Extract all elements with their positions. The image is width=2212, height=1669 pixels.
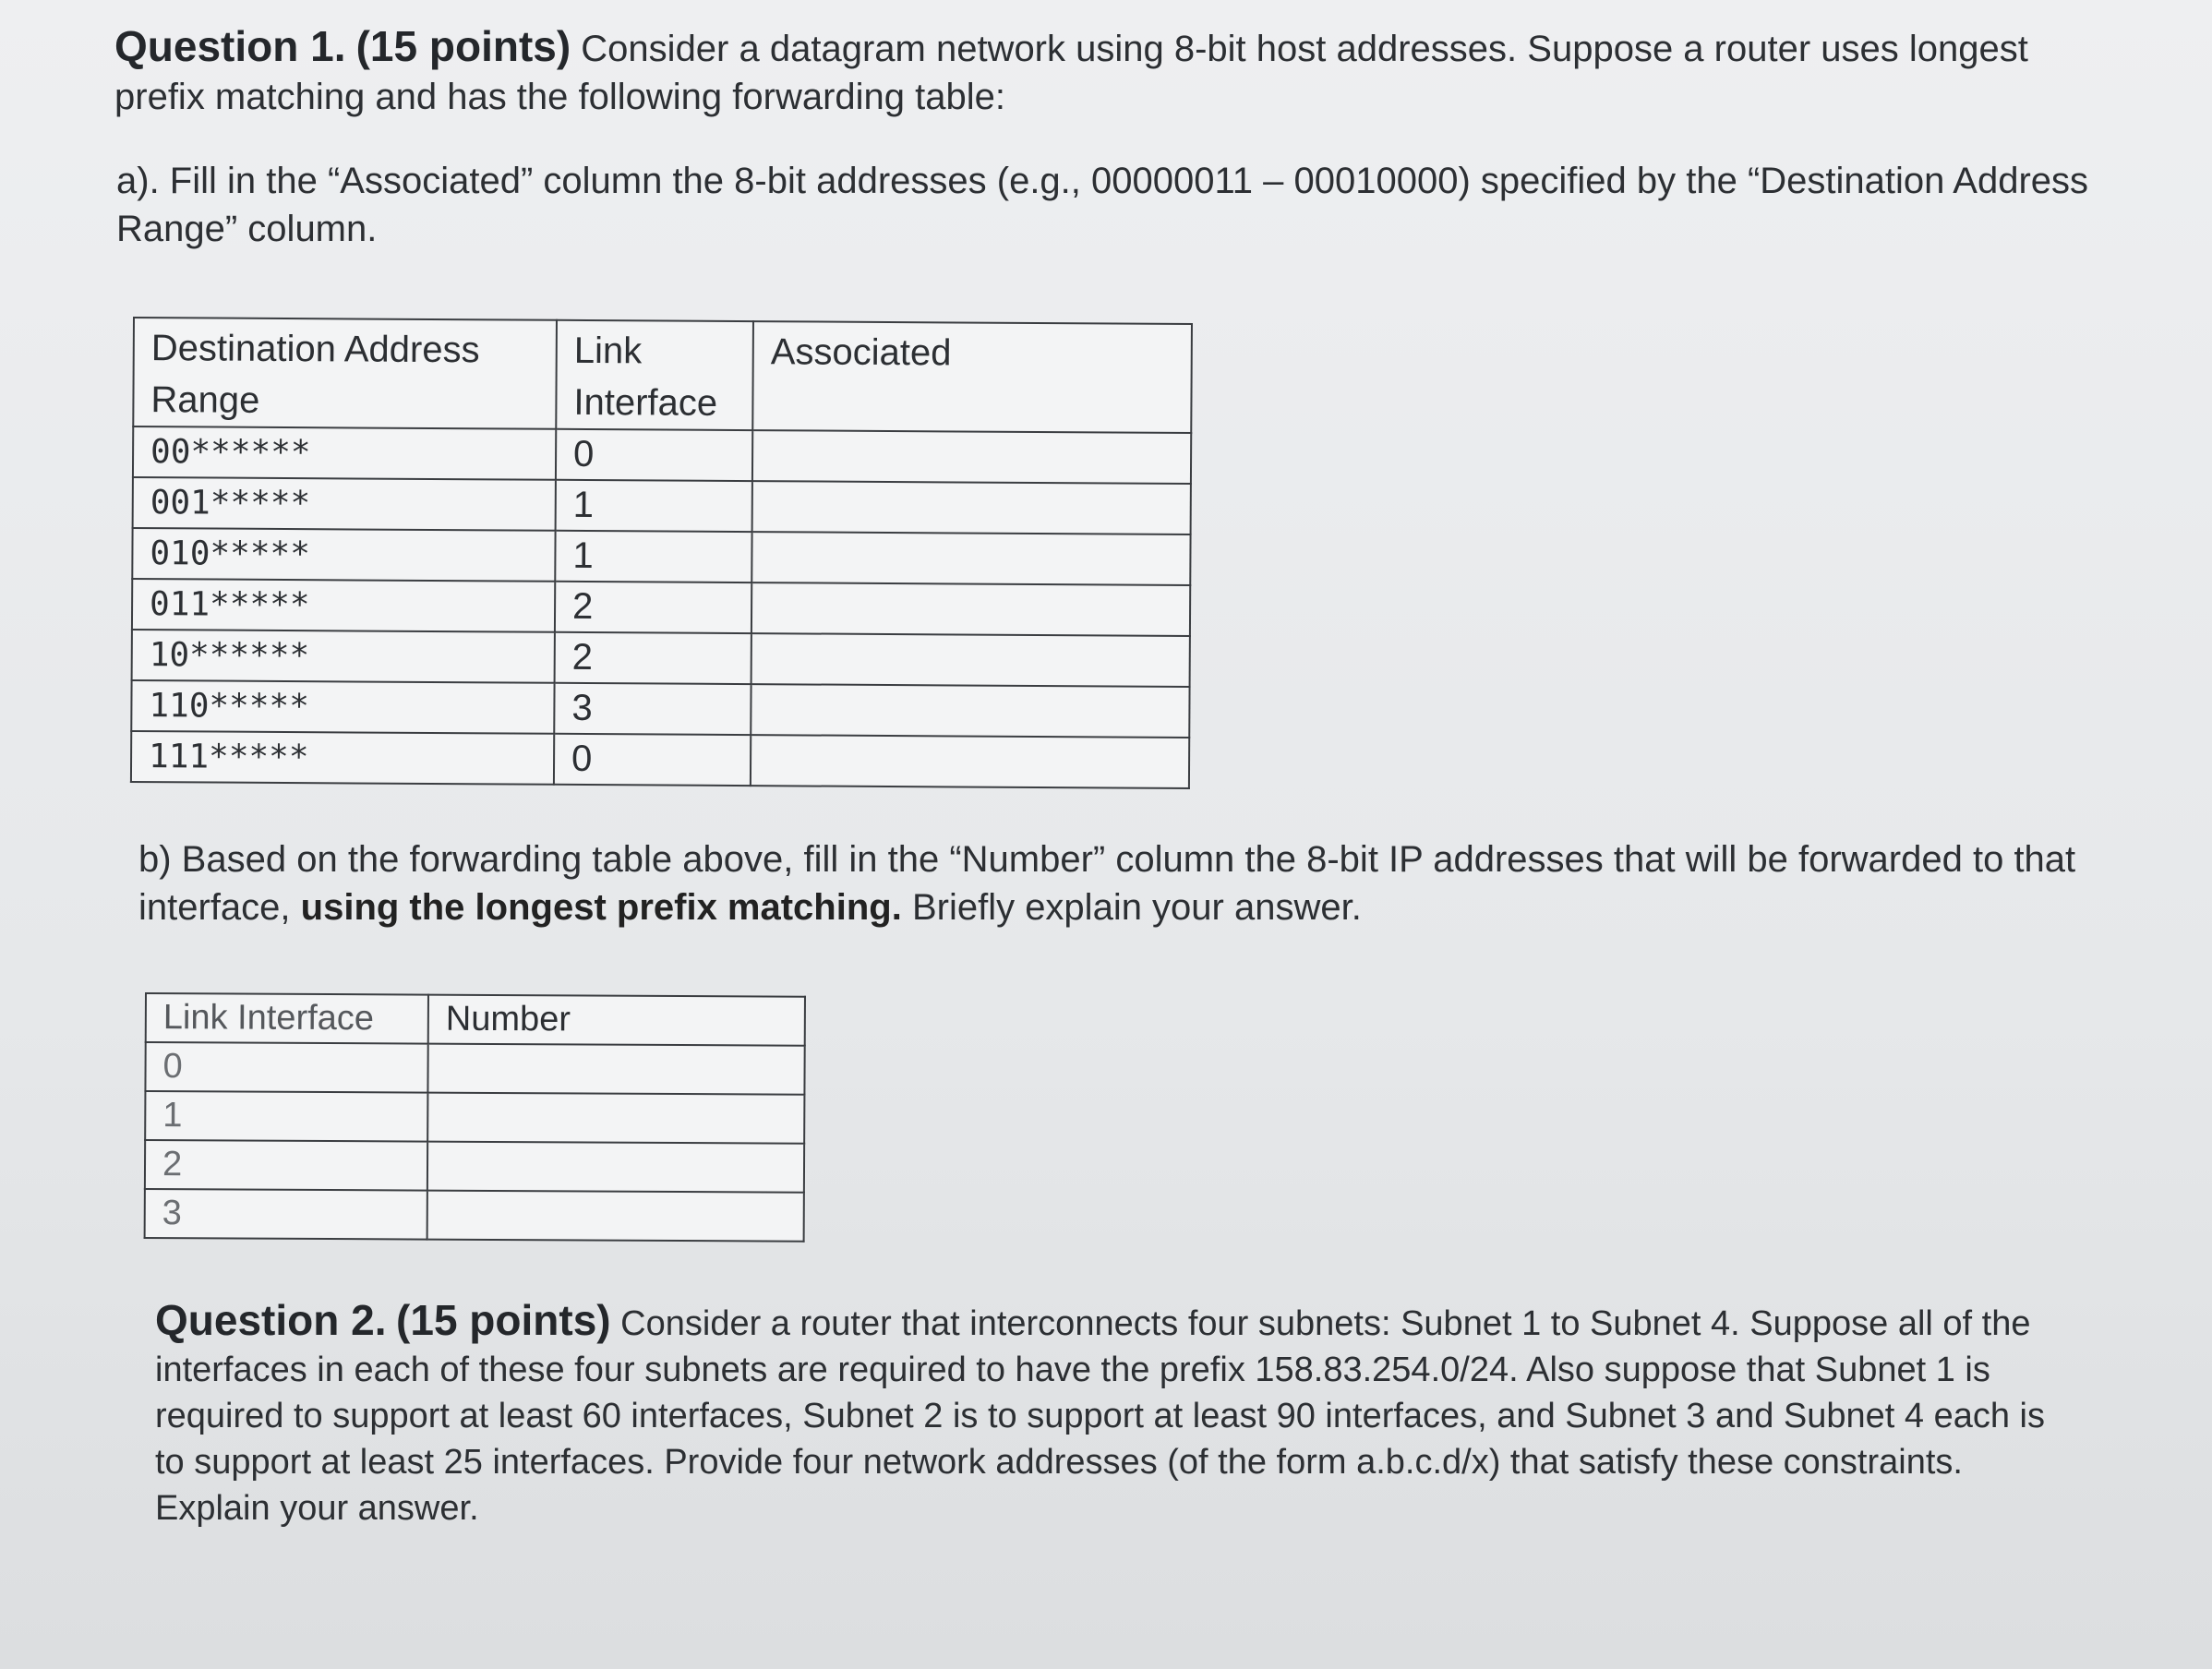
range-cell: 110***** xyxy=(131,680,554,734)
table-row xyxy=(145,1140,804,1193)
interface-cell: 2 xyxy=(145,1140,427,1191)
question-2-text: Consider a router that interconnects four subnets: Subnet 1 to Subnet 4. Suppose all of the interfaces in each of these four subnets are required to have the prefix 158.83.254.0/24. Also suppose that Subnet 1 is required to support at least 60 interfaces, Subnet 2 is to support at least 90 interfaces, and Subnet 3 and Subnet 4 each is to support at least 25 interfaces. Provide four network addresses (of the form a.b.c.d/x) that satisfy these constraints. Explain your answer. xyxy=(155,1304,2045,1528)
header-link-interface: Link Interface xyxy=(556,320,753,430)
part-b-text-end: Briefly explain your answer. xyxy=(901,887,1362,928)
interface-cell: 1 xyxy=(145,1091,427,1142)
question-2 xyxy=(155,1297,2057,1531)
associated-cell[interactable] xyxy=(751,684,1189,738)
interface-cell: 0 xyxy=(554,734,751,786)
associated-cell[interactable] xyxy=(751,633,1190,687)
header-number: Number xyxy=(428,995,805,1046)
question-1-heading: Question 1. xyxy=(114,22,346,70)
interface-cell: 2 xyxy=(555,632,751,684)
table-header-row xyxy=(133,318,1192,433)
table-row xyxy=(131,731,1189,788)
table-row xyxy=(145,1189,804,1242)
range-cell: 001***** xyxy=(133,477,556,531)
range-cell: 011***** xyxy=(132,579,555,632)
interface-number-table xyxy=(144,992,806,1243)
number-cell[interactable] xyxy=(427,1142,804,1193)
table-row xyxy=(145,1091,804,1144)
table-row xyxy=(132,528,1190,585)
table-row xyxy=(133,477,1191,534)
table-row xyxy=(133,426,1191,484)
part-b-emphasis: using the longest prefix matching. xyxy=(300,887,902,928)
table-row xyxy=(131,680,1189,738)
part-a-instructions: a). Fill in the “Associated” column the 8-bit addresses (e.g., 00000011 – 00010000) specified by the “Destination Address Range” column. xyxy=(116,161,2089,249)
associated-cell[interactable] xyxy=(751,582,1190,636)
table-row xyxy=(132,630,1190,687)
part-b-text: b) Based on the forwarding table above, fill in the “Number” column the 8-bit IP addresses that will be forwarded to that interface, xyxy=(138,839,2076,928)
forwarding-table xyxy=(130,317,1193,789)
range-cell: 00****** xyxy=(133,426,556,480)
interface-cell: 3 xyxy=(554,683,751,735)
question-1-points: (15 points) xyxy=(355,22,571,70)
table-row xyxy=(132,579,1190,636)
range-cell: 10****** xyxy=(132,630,555,683)
question-1-intro xyxy=(114,22,2109,121)
interface-cell: 0 xyxy=(145,1042,427,1093)
question-2-points: (15 points) xyxy=(396,1296,611,1344)
number-cell[interactable] xyxy=(427,1044,804,1095)
interface-cell: 3 xyxy=(145,1189,427,1240)
table-header-row xyxy=(146,993,805,1046)
associated-cell[interactable] xyxy=(752,481,1191,534)
number-cell[interactable] xyxy=(427,1093,804,1144)
table-row xyxy=(145,1042,804,1095)
header-associated: Associated xyxy=(752,321,1192,433)
range-cell: 010***** xyxy=(132,528,555,582)
part-b-instructions xyxy=(138,835,2151,931)
question-2-heading: Question 2. xyxy=(155,1296,387,1344)
interface-cell: 2 xyxy=(555,582,751,633)
number-cell[interactable] xyxy=(427,1191,804,1242)
header-destination-range: Destination Address Range xyxy=(133,318,557,429)
range-cell: 111***** xyxy=(131,731,554,785)
interface-cell: 1 xyxy=(555,531,751,582)
associated-cell[interactable] xyxy=(751,532,1190,585)
question-1-text: Consider a datagram network using 8-bit host addresses. Suppose a router uses longest prefix matching and has the following forwarding table: xyxy=(114,29,2028,117)
header-link-interface: Link Interface xyxy=(146,993,428,1044)
associated-cell[interactable] xyxy=(751,735,1189,788)
associated-cell[interactable] xyxy=(752,430,1191,484)
interface-cell: 1 xyxy=(556,480,752,532)
interface-cell: 0 xyxy=(556,429,752,481)
